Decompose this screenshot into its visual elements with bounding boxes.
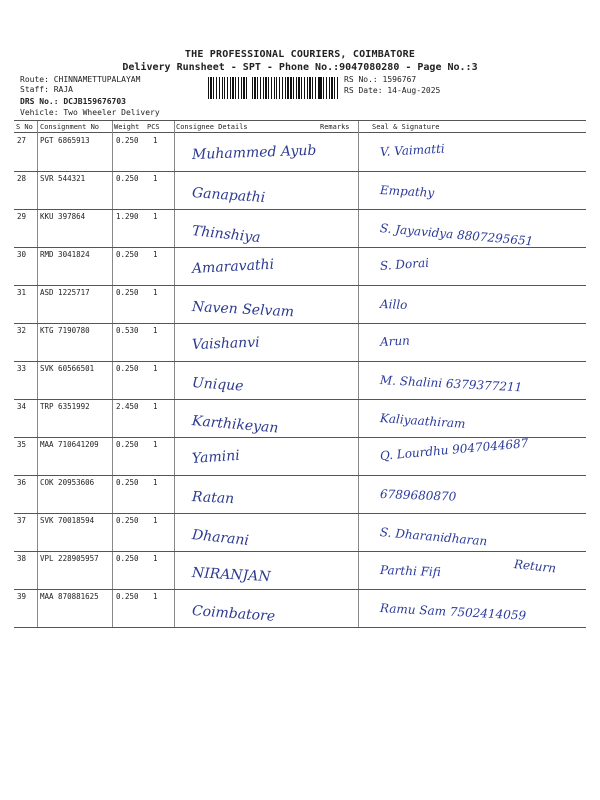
consignment-number: KTG 7190780 <box>40 326 90 335</box>
serial-number: 28 <box>17 174 27 183</box>
table-row <box>14 247 586 285</box>
consignee-handwriting: Naven Selvam <box>191 299 295 321</box>
col-header-weight: Weight <box>114 123 140 131</box>
weight-value: 0.250 <box>116 554 139 563</box>
signature-handwriting: M. Shalini 6379377211 <box>379 373 523 395</box>
remark-handwriting: Return <box>513 557 557 576</box>
serial-number: 27 <box>17 136 27 145</box>
table-row <box>14 171 586 209</box>
weight-value: 0.250 <box>116 440 139 449</box>
consignee-handwriting: Vaishanvi <box>191 334 260 353</box>
pcs-value: 1 <box>153 174 158 183</box>
serial-number: 32 <box>17 326 27 335</box>
weight-value: 0.250 <box>116 364 139 373</box>
weight-value: 0.250 <box>116 516 139 525</box>
signature-handwriting: Q. Lourdhu 9047044687 <box>379 436 529 463</box>
serial-number: 39 <box>17 592 27 601</box>
signature-handwriting: Kaliyaathiram <box>379 411 466 431</box>
consignee-handwriting: Muhammed Ayub <box>191 142 317 163</box>
consignment-number: COK 20953606 <box>40 478 95 487</box>
pcs-value: 1 <box>153 250 158 259</box>
consignment-number: KKU 397864 <box>40 212 86 221</box>
weight-value: 2.450 <box>116 402 139 411</box>
consignment-number: SVR 544321 <box>40 174 86 183</box>
table-row <box>14 475 586 513</box>
pcs-value: 1 <box>153 364 158 373</box>
signature-handwriting: 6789680870 <box>379 487 457 504</box>
serial-number: 34 <box>17 402 27 411</box>
pcs-value: 1 <box>153 478 158 487</box>
weight-value: 0.250 <box>116 136 139 145</box>
table-row <box>14 323 586 361</box>
signature-handwriting: Arun <box>379 333 411 349</box>
consignment-number: MAA 710641209 <box>40 440 99 449</box>
consignee-handwriting: Coimbatore <box>191 603 276 625</box>
table-row <box>14 399 586 437</box>
consignment-number: PGT 6865913 <box>40 136 90 145</box>
pcs-value: 1 <box>153 402 158 411</box>
signature-handwriting: S. Jayavidya 8807295651 <box>379 221 534 249</box>
consignee-handwriting: Ratan <box>191 489 235 508</box>
pcs-value: 1 <box>153 212 158 221</box>
col-header-sno: S No <box>16 123 33 131</box>
rs-number: RS No.: 1596767 <box>344 75 417 84</box>
consignment-number: SVK 60566501 <box>40 364 95 373</box>
consignment-number: SVK 70018594 <box>40 516 95 525</box>
runsheet-title: THE PROFESSIONAL COURIERS, COIMBATORE <box>184 49 416 60</box>
table-row <box>14 285 586 323</box>
signature-handwriting: Ramu Sam 7502414059 <box>379 601 527 623</box>
consignee-handwriting: Yamini <box>191 447 241 467</box>
table-top-border <box>14 120 586 121</box>
consignment-number: ASD 1225717 <box>40 288 90 297</box>
consignment-number: VPL 228905957 <box>40 554 99 563</box>
weight-value: 0.250 <box>116 288 139 297</box>
pcs-value: 1 <box>153 288 158 297</box>
consignee-handwriting: Thinshiya <box>191 223 262 247</box>
pcs-value: 1 <box>153 440 158 449</box>
col-header-consignment: Consignment No <box>40 123 100 131</box>
pcs-value: 1 <box>153 326 158 335</box>
weight-value: 0.250 <box>116 478 139 487</box>
rs-date: RS Date: 14-Aug-2025 <box>344 86 441 95</box>
signature-handwriting: S. Dorai <box>379 255 430 273</box>
consignee-handwriting: Dharani <box>191 527 250 549</box>
weight-value: 0.250 <box>116 250 139 259</box>
pcs-value: 1 <box>153 592 158 601</box>
table-row <box>14 551 586 589</box>
consignment-number: RMD 3041824 <box>40 250 90 259</box>
col-header-remarks: Remarks <box>320 123 350 131</box>
consignee-handwriting: NIRANJAN <box>191 565 271 586</box>
consignee-handwriting: Ganapathi <box>191 185 266 207</box>
serial-number: 37 <box>17 516 27 525</box>
vehicle-label: Vehicle: Two Wheeler Delivery <box>20 108 160 117</box>
consignment-number: TRP 6351992 <box>40 402 90 411</box>
weight-value: 1.290 <box>116 212 139 221</box>
barcode-overlay <box>208 77 338 99</box>
serial-number: 33 <box>17 364 27 373</box>
pcs-value: 1 <box>153 136 158 145</box>
col-header-pcs: PCS <box>147 123 160 131</box>
weight-value: 0.530 <box>116 326 139 335</box>
serial-number: 29 <box>17 212 27 221</box>
serial-number: 36 <box>17 478 27 487</box>
table-row <box>14 513 586 551</box>
serial-number: 35 <box>17 440 27 449</box>
staff-label: Staff: RAJA <box>20 85 73 94</box>
signature-handwriting: Empathy <box>379 183 435 200</box>
col-header-signature: Seal & Signature <box>372 123 440 131</box>
signature-handwriting: V. Vaimatti <box>379 141 446 159</box>
pcs-value: 1 <box>153 516 158 525</box>
pcs-value: 1 <box>153 554 158 563</box>
signature-handwriting: Aillo <box>379 297 408 312</box>
serial-number: 31 <box>17 288 27 297</box>
row-divider <box>14 627 586 628</box>
serial-number: 30 <box>17 250 27 259</box>
drs-label: DRS No.: DCJB159676703 <box>20 97 126 106</box>
weight-value: 0.250 <box>116 592 139 601</box>
runsheet-subtitle: Delivery Runsheet - SPT - Phone No.:9047080280 - Page No.:3 <box>122 62 478 73</box>
consignee-handwriting: Amaravathi <box>191 256 275 277</box>
serial-number: 38 <box>17 554 27 563</box>
consignee-handwriting: Karthikeyan <box>191 413 280 437</box>
route-label: Route: CHINNAMETTUPALAYAM <box>20 75 141 84</box>
weight-value: 0.250 <box>116 174 139 183</box>
consignment-number: MAA 870881625 <box>40 592 99 601</box>
col-header-consignee: Consignee Details <box>176 123 248 131</box>
consignee-handwriting: Unique <box>191 375 244 395</box>
signature-handwriting: Parthi Fifi <box>379 563 442 580</box>
signature-handwriting: S. Dharanidharan <box>379 525 488 549</box>
